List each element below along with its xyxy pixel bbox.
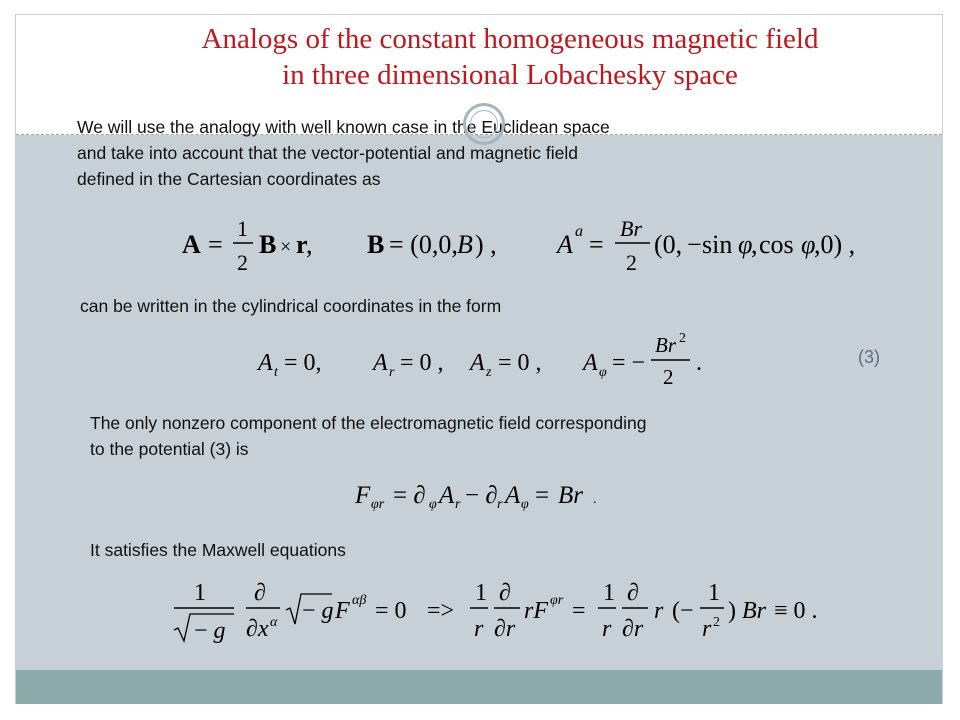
- svg-text:r: r: [702, 616, 712, 642]
- svg-text:B: B: [457, 230, 473, 259]
- svg-text:2: 2: [679, 331, 686, 346]
- svg-text:): ): [728, 598, 736, 624]
- svg-text:Br: Br: [655, 333, 676, 357]
- svg-text:= 0,: = 0,: [284, 350, 322, 376]
- intro-line-3: defined in the Cartesian coordinates as: [77, 169, 381, 189]
- svg-text:φ: φ: [738, 230, 753, 259]
- equation-field-strength: [355, 475, 645, 515]
- svg-text:=: =: [589, 230, 604, 259]
- intro-paragraph: [77, 114, 610, 192]
- svg-text:(0,: (0,: [654, 230, 683, 259]
- svg-text:r: r: [474, 616, 484, 642]
- svg-text:.: .: [593, 492, 597, 507]
- svg-text:a: a: [575, 223, 583, 240]
- svg-text:rF: rF: [524, 598, 548, 624]
- svg-text:1: 1: [708, 580, 720, 606]
- svg-text:1: 1: [603, 580, 615, 606]
- equation-number: (3): [858, 347, 880, 367]
- field-component-paragraph: [90, 410, 646, 462]
- svg-text:F: F: [335, 598, 350, 624]
- svg-text:2: 2: [713, 615, 720, 630]
- svg-text:A: A: [583, 350, 598, 376]
- decorative-ring-inner-icon: [470, 110, 498, 138]
- svg-text:) ,: ) ,: [475, 230, 497, 259]
- svg-text:A: A: [557, 230, 573, 259]
- slide-footer-bar: [16, 670, 942, 704]
- svg-text:≡ 0 .: ≡ 0 .: [774, 598, 818, 624]
- svg-text:φ: φ: [801, 230, 816, 259]
- svg-text:= ∂: = ∂: [393, 482, 426, 509]
- svg-text:− ∂: − ∂: [465, 482, 498, 509]
- svg-text:A: A: [505, 482, 521, 509]
- svg-text:,: ,: [751, 230, 758, 259]
- svg-text:αβ: αβ: [352, 593, 367, 608]
- svg-text:− g: − g: [194, 618, 226, 644]
- svg-text:cos: cos: [759, 230, 794, 259]
- svg-text:r: r: [389, 365, 395, 380]
- cylindrical-intro-text: can be written in the cylindrical coordinates in the form: [80, 296, 502, 316]
- svg-text:2: 2: [237, 250, 248, 275]
- equation-cartesian-potential: [182, 214, 882, 286]
- svg-text:Br: Br: [742, 598, 766, 624]
- svg-text:∂: ∂: [254, 580, 266, 606]
- svg-text:∂x: ∂x: [246, 616, 269, 642]
- field-line-2: to the potential (3) is: [90, 439, 249, 459]
- slide-title-line-2: in three dimensional Lobachesky space: [282, 59, 738, 91]
- intro-line-1: We will use the analogy with well known case in the Euclidean space: [77, 117, 610, 137]
- svg-text:∂r: ∂r: [622, 616, 644, 642]
- svg-text:=: =: [208, 230, 223, 259]
- svg-text:−: −: [687, 230, 702, 259]
- svg-text:A: A: [439, 482, 455, 509]
- svg-text:− g: − g: [302, 598, 334, 624]
- svg-text:∂: ∂: [499, 580, 511, 606]
- svg-text:2: 2: [626, 250, 637, 275]
- svg-text:(−: (−: [672, 598, 694, 624]
- svg-text:F: F: [355, 482, 371, 509]
- svg-text:=: =: [572, 598, 586, 624]
- svg-text:φr: φr: [371, 497, 385, 512]
- svg-text:= 0: = 0: [375, 598, 407, 624]
- intro-line-2: and take into account that the vector-potential and magnetic field: [77, 143, 579, 163]
- svg-text:=: =: [535, 482, 550, 509]
- svg-text:r: r: [455, 497, 461, 512]
- svg-text:r: r: [296, 230, 308, 259]
- svg-text:A: A: [470, 350, 485, 376]
- svg-text:2: 2: [663, 365, 674, 389]
- svg-text:,: ,: [306, 230, 313, 259]
- svg-text:A: A: [182, 230, 201, 259]
- svg-text:Br: Br: [558, 482, 583, 509]
- svg-text:r: r: [602, 616, 612, 642]
- svg-text:,0) ,: ,0) ,: [814, 230, 856, 259]
- svg-text:B: B: [367, 230, 385, 259]
- svg-text:= (0,0,: = (0,0,: [389, 230, 458, 259]
- svg-text:×: ×: [280, 236, 292, 258]
- slide-title-line-1: Analogs of the constant homogeneous magnetic field: [201, 23, 819, 55]
- svg-text:1: 1: [194, 580, 206, 606]
- svg-text:t: t: [274, 365, 278, 380]
- svg-text:1: 1: [237, 216, 248, 241]
- svg-text:φ: φ: [599, 365, 607, 380]
- svg-text:φ: φ: [429, 497, 437, 512]
- svg-text:B: B: [259, 230, 277, 259]
- field-line-1: The only nonzero component of the electromagnetic field corresponding: [90, 413, 647, 433]
- svg-text:∂: ∂: [627, 580, 639, 606]
- svg-text:= 0 ,: = 0 ,: [498, 350, 542, 376]
- svg-text:1: 1: [475, 580, 487, 606]
- svg-text:r: r: [654, 598, 664, 624]
- svg-text:Br: Br: [620, 216, 642, 241]
- svg-text:= −: = −: [612, 350, 646, 376]
- svg-text:z: z: [486, 365, 492, 380]
- maxwell-intro-text: It satisfies the Maxwell equations: [90, 540, 346, 560]
- svg-text:sin: sin: [702, 230, 733, 259]
- svg-text:φr: φr: [550, 593, 564, 608]
- svg-text:∂r: ∂r: [494, 616, 516, 642]
- svg-text:φ: φ: [521, 497, 529, 512]
- svg-text:A: A: [373, 350, 388, 376]
- equation-cylindrical-potential: [258, 330, 778, 390]
- svg-text:A: A: [258, 350, 273, 376]
- svg-text:.: .: [696, 350, 702, 376]
- svg-text:r: r: [497, 497, 503, 512]
- svg-text:α: α: [270, 615, 278, 630]
- equation-maxwell: [172, 578, 842, 648]
- svg-text:= 0 ,: = 0 ,: [400, 350, 444, 376]
- svg-text:=>: =>: [427, 598, 455, 624]
